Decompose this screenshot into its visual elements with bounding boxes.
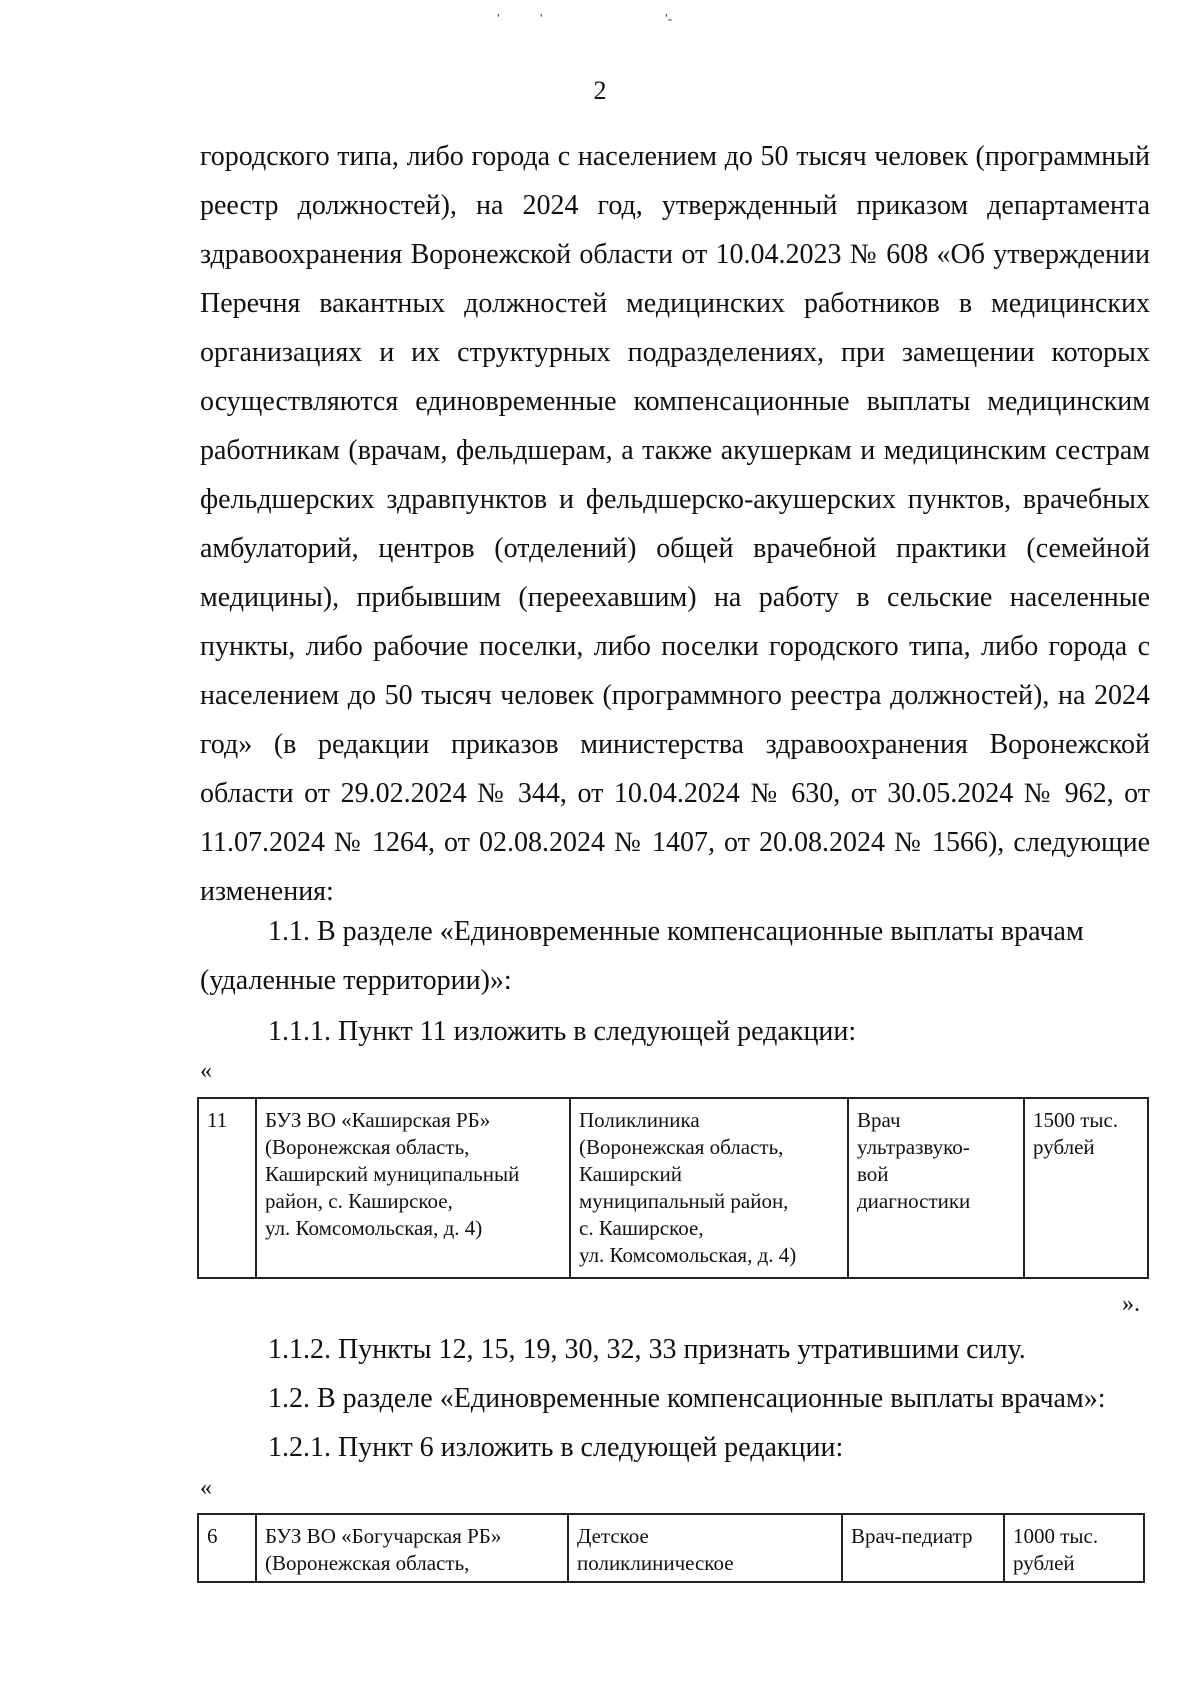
table-cell-organization: БУЗ ВО «Богучарская РБ» (Воронежская область, <box>256 1514 568 1582</box>
item-1-1-1: 1.1.1. Пункт 11 изложить в следующей редакции: <box>268 1016 857 1047</box>
scan-speck: ' <box>497 12 500 27</box>
table-cell-unit: Поликлиника (Воронежская область, Каширский муниципальный район, с. Каширское, ул. Комсомольская, д. 4) <box>570 1098 848 1278</box>
table-cell-position: Врач ультразвуко- вой диагностики <box>848 1098 1024 1278</box>
quote-close: ». <box>1122 1291 1140 1317</box>
item-1-2: 1.2. В разделе «Единовременные компенсационные выплаты врачам»: <box>268 1383 1106 1414</box>
table-row <box>198 1514 1144 1582</box>
amendment-table-1 <box>197 1097 1149 1279</box>
item-1-2-1: 1.2.1. Пункт 6 изложить в следующей редакции: <box>268 1432 844 1463</box>
scan-speck: '‑ <box>665 12 673 27</box>
table-cell-number: 6 <box>198 1514 256 1582</box>
main-paragraph: городского типа, либо города с населением до 50 тысяч человек (программный реестр должностей), на 2024 год, утвержденный приказом департамента здравоохранения Воронежской области от 10.04.2023 № 608 «Об утверждении Перечня вакантных должностей медицинских работников в медицинских организациях и их структурных подразделениях, при замещении которых осуществляются единовременные компенсационные выплаты медицинским работникам (врачам, фельдшерам, а также акушеркам и медицинским сестрам фельдшерских здравпунктов и фельдшерско-акушерских пунктов, врачебных амбулаторий, центров (отделений) общей врачебной практики (семейной медицины), прибывшим (переехавшим) на работу в сельские населенные пункты, либо рабочие поселки, либо поселки городского типа, либо города с населением до 50 тысяч человек (программного реестра должностей), на 2024 год» (в редакции приказов министерства здравоохранения Воронежской области от 29.02.2024 № 344, от 10.04.2024 № 630, от 30.05.2024 № 962, от 11.07.2024 № 1264, от 02.08.2024 № 1407, от 20.08.2024 № 1566), следующие изменения: <box>200 141 1150 907</box>
amendment-table-2 <box>197 1513 1145 1583</box>
scan-speck: ' <box>540 12 543 27</box>
quote-open: « <box>200 1058 212 1084</box>
table-cell-organization: БУЗ ВО «Каширская РБ» (Воронежская область, Каширский муниципальный район, с. Каширское, ул. Комсомольская, д. 4) <box>256 1098 570 1278</box>
item-1-1-heading: 1.1. В разделе «Единовременные компенсационные выплаты врачам <box>268 916 1084 947</box>
page-number: 2 <box>593 76 607 105</box>
table-cell-unit: Детское поликлиническое <box>568 1514 842 1582</box>
item-1-1-2: 1.1.2. Пункты 12, 15, 19, 30, 32, 33 признать утратившими силу. <box>268 1334 1026 1365</box>
table-row <box>198 1098 1148 1278</box>
table-cell-amount: 1500 тыс. рублей <box>1024 1098 1148 1278</box>
table-cell-position: Врач-педиатр <box>842 1514 1004 1582</box>
table-cell-number: 11 <box>198 1098 256 1278</box>
item-1-1-heading-cont: (удаленные территории)»: <box>200 965 512 996</box>
quote-open-2: « <box>200 1475 212 1501</box>
scan-specks <box>0 14 1200 26</box>
table-cell-amount: 1000 тыс. рублей <box>1004 1514 1144 1582</box>
